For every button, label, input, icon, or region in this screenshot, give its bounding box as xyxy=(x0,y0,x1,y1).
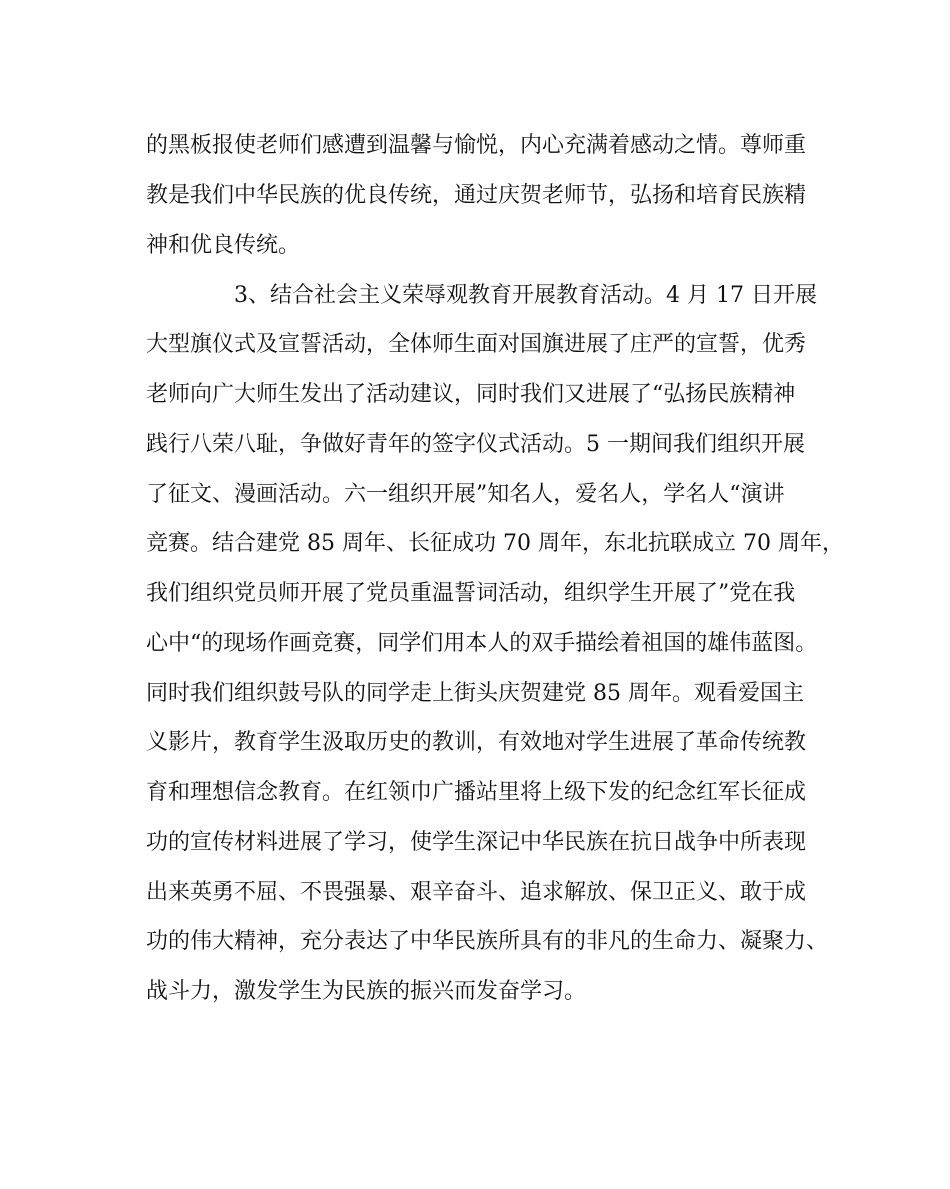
text-line-15: 功的宣传材料进展了学习，使学生深记中华民族在抗日战争中所表现 xyxy=(146,830,807,855)
text-line-8: 了征文、漫画活动。六一组织开展”知名人，爱名人，学名人“演讲 xyxy=(146,482,785,507)
text-line-3: 神和优良传统。 xyxy=(146,233,301,258)
text-line-2: 教是我们中华民族的优良传统，通过庆贺老师节，弘扬和培育民族精 xyxy=(146,183,807,208)
text-line-1: 的黑板报使老师们感遭到温馨与愉悦，内心充满着感动之情。尊师重 xyxy=(146,133,807,158)
text-line-9: 竞赛。结合建党 85 周年、长征成功 70 周年，东北抗联成立 70 周年， xyxy=(146,531,844,556)
text-line-14: 育和理想信念教育。在红领巾广播站里将上级下发的纪念红军长征成 xyxy=(146,780,807,805)
text-line-4: 3、结合社会主义荣辱观教育开展教育活动。4 月 17 日开展 xyxy=(234,283,817,308)
text-line-16: 出来英勇不屈、不畏强暴、艰辛奋斗、追求解放、保卫正义、敢于成 xyxy=(146,880,807,905)
text-line-17: 功的伟大精神，充分表达了中华民族所具有的非凡的生命力、凝聚力、 xyxy=(146,929,829,954)
text-line-13: 义影片，教育学生汲取历史的教训，有效地对学生进展了革命传统教 xyxy=(146,730,807,755)
text-line-7: 践行八荣八耻，争做好青年的签字仪式活动。5 一期间我们组织开展 xyxy=(146,432,805,457)
text-line-10: 我们组织党员师开展了党员重温誓词活动，组织学生开展了”党在我 xyxy=(146,581,796,606)
text-line-5: 大型旗仪式及宣誓活动，全体师生面对国旗进展了庄严的宣誓，优秀 xyxy=(146,332,807,357)
text-line-18: 战斗力，激发学生为民族的振兴而发奋学习。 xyxy=(146,979,587,1004)
text-line-11: 心中“的现场作画竞赛，同学们用本人的双手描绘着祖国的雄伟蓝图。 xyxy=(146,631,818,656)
text-line-12: 同时我们组织鼓号队的同学走上街头庆贺建党 85 周年。观看爱国主 xyxy=(146,681,804,706)
text-line-6: 老师向广大师生发出了活动建议，同时我们又进展了“弘扬民族精神 xyxy=(146,382,796,407)
